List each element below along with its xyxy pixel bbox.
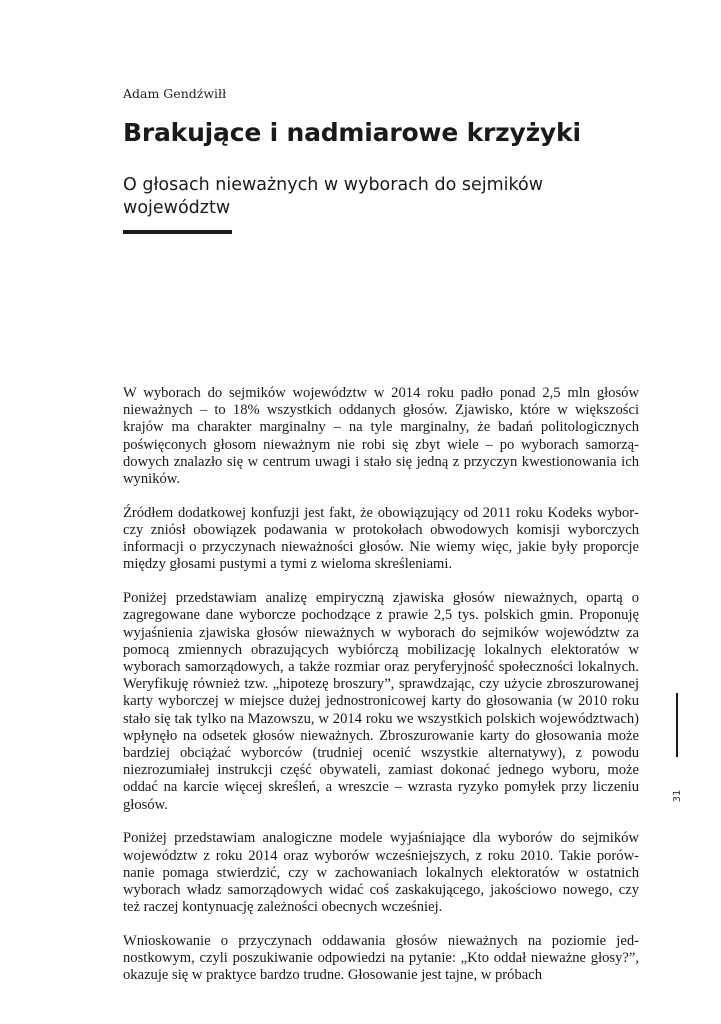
body-paragraph: W wyborach do sejmików województw w 2014 roku padło ponad 2,5 mln głosów nieważnych – to 18% wszystkich oddanych głosów. Zjawisko, które w większości krajów ma charakter marginalny – na tyle marginalny, że badań politologicznych poświęconych głosom nieważnym nie robi się zbyt wiele – po wyborach samorządowych znalazło się w centrum uwagi i stało się jedną z przyczyn kwestionowania ich wyników. — [123, 385, 639, 488]
body-paragraph: Poniżej przedstawiam analizę empiryczną zjawiska głosów nieważnych, opartą o zagregowane dane wyborcze pochodzące z prawie 2,5 tys. polskich gmin. Proponuję wyjaśnienia zjawiska głosów nieważnych w wyborach do sejmików województw za pomocą zmiennych obrazujących wybiórczą mobilizację lokalnych elektoratów w wyborach samorządowych, a także rozmiar oraz peryferyjność społeczności lokalnych. Weryfikuję również tzw. „hipotezę broszury”, sprawdzając, czy użycie zbroszurowanej karty wyborczej w miejsce dużej jednostronicowej karty do głosowania (w 2010 roku stało się tak tylko na Mazowszu, w 2014 roku we wszystkich polskich województwach) wpłynęło na odsetek głosów nieważnych. Zbroszurowanie karty do głosowania może bardziej obciążać wyborców (trudniej ocenić wszystkie alternatywy), z powodu niezrozumiałej instrukcji część obywateli, zamiast dokonać jednego wyboru, może oddać na karcie więcej skreśleń, a wreszcie – wzrasta ryzyko pomyłek przy liczeniu głosów. — [123, 590, 639, 813]
body-paragraph: Poniżej przedstawiam analogiczne modele wyjaśniające dla wyborów do sejmików województw z roku 2014 oraz wyborów wcześniejszych, z roku 2010. Takie porównanie pomaga stwierdzić, czy w zachowaniach lokalnych elektoratów w ostatnich wyborach władz samorządowych widać coś zaskakującego, jakościowo nowego, czy też raczej kontynuację zależności obecnych wcześniej. — [123, 830, 639, 916]
body-paragraph: Wnioskowanie o przyczynach oddawania głosów nieważnych na poziomie jednostkowym, czyli poszukiwanie odpowiedzi na pytanie: „Kto oddał nieważne głosy?”, okazuje się w praktyce bardzo trudne. Głosowanie jest tajne, w próbach — [123, 933, 639, 984]
article-subtitle: O głosach nieważnych w wyborach do sejmików województw — [123, 175, 544, 218]
body-paragraph: Źródłem dodatkowej konfuzji jest fakt, że obowiązujący od 2011 roku Kodeks wyborczy zniósł obowiązek podawania w protokołach obwodowych komisji wyborczych informacji o przyczynach nieważności głosów. Nie wiemy więc, jakie były proporcje między głosami pustymi a tymi z wieloma skreśleniami. — [123, 504, 639, 573]
title-underline-rule — [123, 230, 232, 234]
page-number: 31 — [672, 789, 683, 803]
article-body — [123, 385, 639, 1001]
margin-marker-rule — [676, 693, 678, 757]
author-name: Adam Gendźwiłł — [123, 86, 227, 101]
article-title: Brakujące i nadmiarowe krzyżyki — [123, 118, 581, 147]
